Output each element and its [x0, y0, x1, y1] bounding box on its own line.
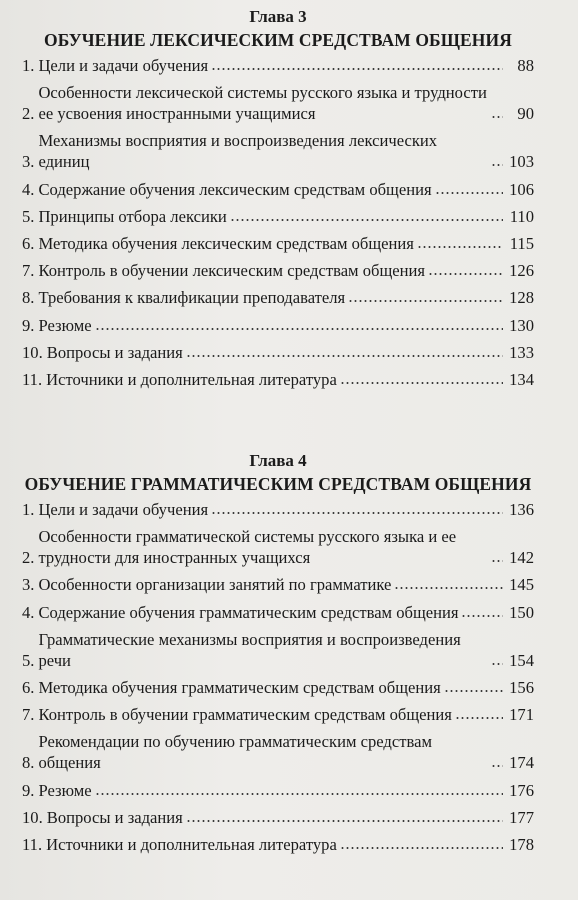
toc-entry — [22, 499, 534, 520]
dot-leader — [455, 716, 503, 720]
chapter-4 — [22, 450, 534, 855]
toc-entry — [22, 206, 534, 227]
dot-leader — [491, 559, 503, 563]
entry-page-number: 115 — [509, 233, 534, 253]
dot-leader — [211, 511, 503, 515]
toc-entry — [22, 179, 534, 200]
entry-title: Резюме — [38, 315, 92, 335]
entry-page-number: 136 — [509, 500, 534, 520]
entry-number: 8. — [22, 753, 35, 773]
entry-number: 5. — [22, 650, 35, 670]
entry-page-number: 133 — [509, 342, 534, 362]
toc-entry — [22, 574, 534, 595]
entry-title: Вопросы и задания — [46, 807, 183, 827]
chapter-number: Глава 3 — [249, 7, 307, 26]
entry-number: 3. — [22, 575, 35, 595]
entry-title: Грамматические механизмы восприятия и воспроизведения речи — [38, 629, 461, 670]
entry-number: 3. — [22, 152, 35, 172]
entry-number: 6. — [22, 678, 35, 697]
entry-page-number: 128 — [509, 288, 534, 308]
chapter-3 — [22, 6, 534, 390]
dot-leader — [230, 218, 503, 222]
toc-entry — [22, 677, 534, 698]
dot-leader — [186, 819, 503, 823]
dot-leader — [444, 689, 503, 693]
entry-title: Методика обучения грамматическим средствам общения — [38, 678, 441, 697]
dot-leader — [435, 191, 503, 195]
chapter-title: ОБУЧЕНИЕ ЛЕКСИЧЕСКИМ СРЕДСТВАМ ОБЩЕНИЯ — [44, 30, 512, 50]
entry-number: 1. — [22, 500, 35, 520]
toc-entry — [22, 602, 534, 623]
entry-title: Требования к квалификации преподавателя — [38, 288, 346, 308]
toc-entry — [22, 780, 534, 801]
entry-page-number: 110 — [509, 206, 534, 226]
entry-title: Методика обучения лексическим средствам общения — [38, 233, 414, 253]
toc-entry — [22, 704, 534, 725]
dot-leader — [340, 846, 503, 850]
chapter-number: Глава 4 — [249, 451, 307, 471]
entry-page-number: 154 — [509, 650, 534, 670]
toc-entry — [22, 260, 534, 281]
dot-leader — [394, 586, 503, 590]
entry-number: 10. — [22, 807, 43, 827]
entry-page-number: 177 — [509, 807, 534, 827]
dot-leader — [340, 381, 503, 385]
entry-number: 1. — [22, 56, 35, 75]
dot-leader — [417, 245, 503, 249]
entry-title: Особенности лексической системы русского языка и трудности ее усвоения иностранными учащимися — [38, 83, 487, 124]
entry-number: 8. — [22, 288, 35, 308]
entry-title: Цели и задачи обучения — [38, 500, 209, 520]
entry-title: Контроль в обучении лексическим средствам общения — [38, 261, 425, 281]
entry-title: Вопросы и задания — [46, 342, 183, 362]
entry-page-number: 171 — [509, 705, 534, 725]
entry-title: Механизмы восприятия и воспроизведения лексических единиц — [38, 131, 438, 172]
entry-page-number: 88 — [517, 56, 534, 75]
dot-leader — [95, 327, 503, 331]
toc-entry — [22, 55, 534, 76]
toc-entry — [22, 342, 534, 363]
entry-page-number: 130 — [509, 315, 534, 335]
entry-page-number: 174 — [509, 753, 534, 773]
entry-title: Резюме — [38, 780, 92, 800]
entry-page-number: 156 — [509, 678, 534, 697]
dot-leader — [211, 67, 503, 71]
entry-page-number: 142 — [509, 548, 534, 568]
entry-number: 4. — [22, 179, 35, 199]
entry-page-number: 126 — [509, 261, 534, 281]
entry-page-number: 90 — [517, 104, 534, 124]
dot-leader — [186, 354, 503, 358]
entry-number: 9. — [22, 780, 35, 800]
entry-number: 10. — [22, 342, 43, 362]
toc-entry — [22, 233, 534, 254]
entry-title: Содержание обучения лексическим средствам общения — [38, 179, 432, 199]
entry-page-number: 134 — [509, 369, 534, 389]
toc-entry — [22, 82, 534, 124]
entry-number: 2. — [22, 548, 35, 568]
chapter-title: ОБУЧЕНИЕ ГРАММАТИЧЕСКИМ СРЕДСТВАМ ОБЩЕНИЯ — [24, 474, 532, 495]
entry-number: 5. — [22, 206, 35, 226]
entry-number: 6. — [22, 233, 35, 253]
entry-number: 11. — [22, 369, 43, 389]
entry-title: Содержание обучения грамматическим средствам общения — [38, 602, 459, 622]
chapter-gap — [22, 396, 534, 450]
dot-leader — [491, 764, 503, 768]
dot-leader — [95, 792, 503, 796]
entry-page-number: 176 — [509, 780, 534, 800]
dot-leader — [491, 163, 503, 167]
toc-entry — [22, 526, 534, 568]
entry-page-number: 178 — [509, 834, 534, 854]
entry-number: 9. — [22, 315, 35, 335]
entry-page-number: 145 — [509, 575, 534, 595]
entry-number: 4. — [22, 602, 35, 622]
toc-entry — [22, 629, 534, 671]
toc-entry — [22, 807, 534, 828]
entry-page-number: 106 — [509, 179, 534, 199]
entry-number: 2. — [22, 104, 35, 124]
toc-entry — [22, 834, 534, 855]
entry-number: 7. — [22, 261, 35, 281]
entry-title: Источники и дополнительная литература — [46, 834, 337, 854]
entry-title: Цели и задачи обучения — [38, 56, 209, 75]
dot-leader — [461, 614, 503, 618]
entry-title: Источники и дополнительная литература — [46, 369, 337, 389]
entry-page-number: 103 — [509, 152, 534, 172]
entry-number: 7. — [22, 705, 35, 725]
entry-title: Принципы отбора лексики — [38, 206, 227, 226]
dot-leader — [428, 272, 503, 276]
toc-entry — [22, 287, 534, 308]
toc-entry — [22, 130, 534, 172]
entry-title: Особенности грамматической системы русского языка и ее трудности для иностранных учащихся — [38, 527, 457, 568]
toc-list — [22, 499, 534, 855]
dot-leader — [348, 299, 503, 303]
entry-title: Контроль в обучении грамматическим средствам общения — [38, 705, 452, 725]
toc-entry — [22, 369, 534, 390]
dot-leader — [491, 115, 503, 119]
entry-title: Рекомендации по обучению грамматическим средствам общения — [38, 732, 432, 773]
entry-page-number: 150 — [509, 602, 534, 622]
toc-entry — [22, 731, 534, 773]
entry-title: Особенности организации занятий по грамматике — [38, 575, 392, 595]
toc-entry — [22, 315, 534, 336]
toc-list — [22, 55, 534, 390]
entry-number: 11. — [22, 834, 43, 854]
dot-leader — [491, 662, 503, 666]
